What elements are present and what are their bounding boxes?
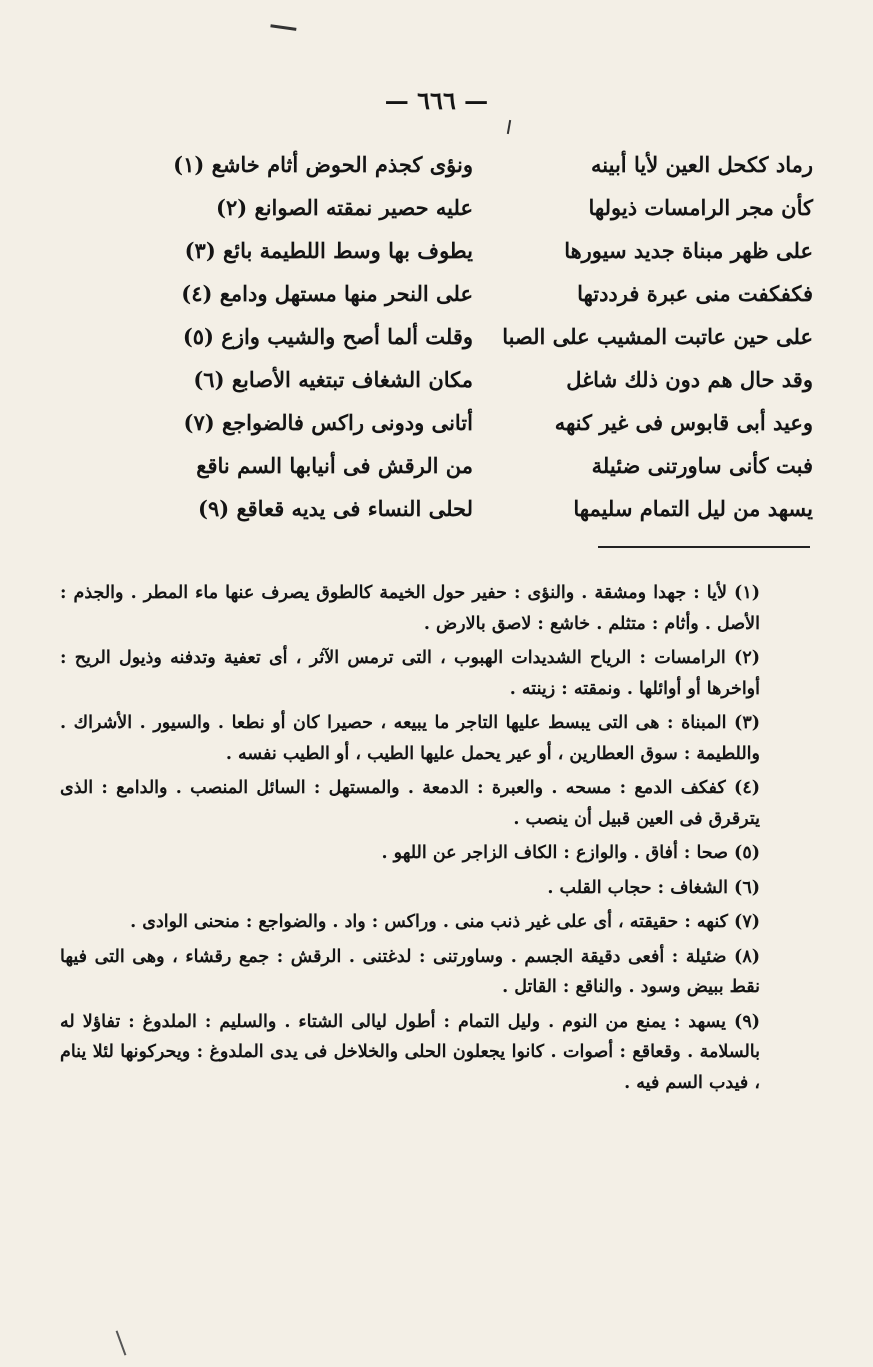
verse-second-hemistich: ونؤى كجذم الحوض أثام خاشع (١) bbox=[173, 151, 473, 177]
verse-first-hemistich: رماد ككحل العين لأيا أبينه bbox=[591, 151, 813, 177]
verse-second-hemistich: من الرقش فى أنيابها السم ناقع bbox=[196, 452, 473, 478]
verse-second-hemistich: مكان الشغاف تبتغيه الأصابع (٦) bbox=[193, 366, 473, 392]
verse-line bbox=[113, 187, 813, 227]
verse-first-hemistich: على حين عاتبت المشيب على الصبا bbox=[502, 323, 813, 349]
footnote: (٥) صحا : أفاق . والوازع : الكاف الزاجر عن اللهو . bbox=[381, 843, 760, 863]
footnote: (٨) ضئيلة : أفعى دقيقة الجسم . وساورتنى : لدغتنى . الرقش : جمع رقشاء ، وهى التى فيها نقط ببيض وسود . والناقع : القاتل . bbox=[60, 946, 760, 997]
verse-second-hemistich: عليه حصير نمقته الصوانع (٢) bbox=[216, 194, 473, 220]
verse-line bbox=[113, 230, 813, 270]
footnote: (٣) المبناة : هى التى يبسط عليها التاجر ما يبيعه ، حصيرا كان أو نطعا . والسيور . الأشراك . واللطيمة : سوق العطارين ، أو عير يحمل عليها الطيب ، أو الطيب نفسه . bbox=[60, 713, 760, 764]
print-speck bbox=[507, 120, 511, 134]
verse-first-hemistich: يسهد من ليل التمام سليمها bbox=[573, 495, 813, 521]
verse-line bbox=[113, 402, 813, 442]
footnote: (٧) كنهه : حقيقته ، أى على غير ذنب منى . وراكس : واد . والضواجع : منحنى الوادى . bbox=[130, 912, 760, 932]
verse-second-hemistich: لحلى النساء فى يديه قعاقع (٩) bbox=[198, 495, 473, 521]
page-number: — ٦٦٦ — bbox=[384, 86, 489, 115]
footnote: (٤) كفكف الدمع : مسحه . والعبرة : الدمعة . والمستهل : السائل المنصب . والدامع : الذى يترقرق فى العين قبيل أن ينصب . bbox=[60, 778, 760, 829]
verse-second-hemistich: يطوف بها وسط اللطيمة بائع (٣) bbox=[184, 237, 473, 263]
verse-first-hemistich: وقد حال هم دون ذلك شاغل bbox=[566, 366, 813, 392]
verse-line bbox=[113, 359, 813, 399]
footnote-divider bbox=[598, 546, 810, 548]
verse-first-hemistich: وعيد أبى قابوس فى غير كنهه bbox=[554, 409, 813, 435]
verse-first-hemistich: فبت كأنى ساورتنى ضئيلة bbox=[591, 452, 813, 478]
footnote: (١) لأيا : جهدا ومشقة . والنؤى : حفير حول الخيمة كالطوق يصرف عنها ماء المطر . والجذم : الأصل . وأثام : متثلم . خاشع : لاصق بالارض . bbox=[60, 583, 760, 634]
verse-second-hemistich: أتانى ودونى راكس فالضواجع (٧) bbox=[183, 409, 473, 435]
verse-first-hemistich: فكفكفت منى عبرة فرددتها bbox=[577, 280, 813, 306]
print-speck bbox=[116, 1330, 127, 1355]
verse-line bbox=[113, 488, 813, 528]
verse-second-hemistich: وقلت ألما أصح والشيب وازع (٥) bbox=[182, 323, 473, 349]
footnotes bbox=[60, 578, 760, 1102]
verse-line bbox=[113, 445, 813, 485]
verse-line bbox=[113, 316, 813, 356]
verse-line bbox=[113, 273, 813, 313]
verse-first-hemistich: كأن مجر الرامسات ذيولها bbox=[588, 194, 813, 220]
verse-second-hemistich: على النحر منها مستهل ودامع (٤) bbox=[181, 280, 473, 306]
footnote: (٦) الشغاف : حجاب القلب . bbox=[547, 877, 760, 898]
footnote: (٢) الرامسات : الرياح الشديدات الهبوب ، التى ترمس الآثر ، أى تعفية وتدفنه وذيول الريح : أواخرها أو أوائلها . ونمقته : زينته . bbox=[60, 648, 760, 699]
print-speck bbox=[270, 24, 297, 37]
verse-line bbox=[113, 144, 813, 184]
footnote: (٩) يسهد : يمنع من النوم . وليل التمام : أطول ليالى الشتاء . والسليم : الملدوغ : تفاؤلا له بالسلامة . وقعاقع : أصوات . كانوا يجعلون الحلى والخلاخل فى يدى الملدوغ : ويحركونها لئلا ينام ، فيدب السم فيه . bbox=[60, 1011, 760, 1093]
verse-first-hemistich: على ظهر مبناة جديد سيورها bbox=[564, 237, 813, 263]
